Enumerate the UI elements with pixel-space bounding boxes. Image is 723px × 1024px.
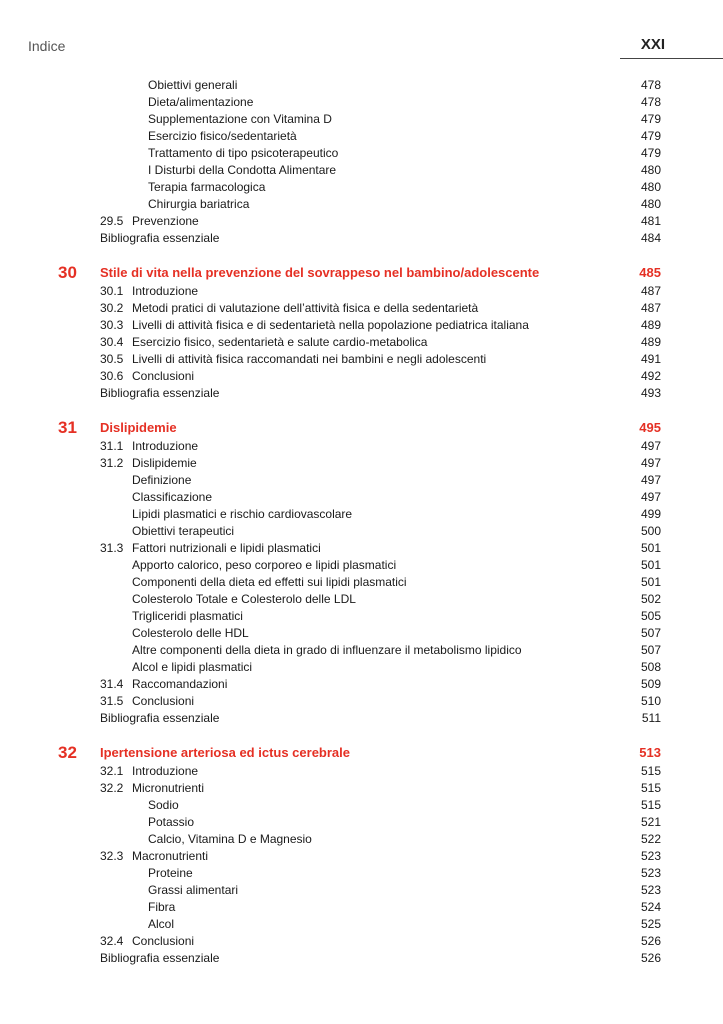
toc-entry-row	[0, 213, 723, 230]
entry-title: Conclusioni	[132, 934, 195, 948]
section-number: 31.5	[100, 694, 124, 708]
page-number: 523	[640, 849, 661, 863]
chapter-title: Ipertensione arteriosa ed ictus cerebrale	[100, 745, 350, 760]
page-number: 485	[639, 265, 661, 280]
chapter-number: 31	[58, 418, 77, 437]
entry-title: Macronutrienti	[132, 849, 209, 863]
toc-entry-row	[0, 540, 723, 557]
entry-title: Obiettivi terapeutici	[132, 524, 235, 538]
page-number: 513	[639, 745, 661, 760]
entry-title: Lipidi plasmatici e rischio cardiovascolare	[132, 507, 353, 521]
page-number: 493	[640, 386, 661, 400]
entry-title: Calcio, Vitamina D e Magnesio	[148, 832, 312, 846]
section-number: 32.3	[100, 849, 124, 863]
section-number: 31.4	[100, 677, 124, 691]
page-number: 487	[640, 301, 661, 315]
section-number: 32.1	[100, 764, 124, 778]
entry-title: Proteine	[148, 866, 193, 880]
section-number: 32.4	[100, 934, 124, 948]
entry-title: Micronutrienti	[132, 781, 205, 795]
entry-title: Sodio	[148, 798, 179, 812]
entry-title: Trigliceridi plasmatici	[132, 609, 243, 623]
toc-entry-row	[0, 608, 723, 625]
toc-entry-row	[0, 625, 723, 642]
toc-entry-row	[0, 523, 723, 540]
page-number: 522	[640, 832, 661, 846]
entry-title: Fibra	[148, 900, 176, 914]
page-number: 511	[641, 711, 661, 725]
section-number: 30.1	[100, 284, 124, 298]
entry-title: Chirurgia bariatrica	[148, 197, 250, 211]
entry-title: Conclusioni	[132, 694, 195, 708]
entry-title: Alcol	[148, 917, 175, 931]
page-number: 515	[640, 798, 661, 812]
chapter-number: 30	[58, 263, 77, 282]
toc-entry-row	[0, 642, 723, 659]
toc-entry-row	[0, 710, 723, 727]
page-number: 479	[640, 112, 661, 126]
entry-title: Apporto calorico, peso corporeo e lipidi plasmatici	[132, 558, 397, 572]
toc-entry-row	[0, 763, 723, 780]
toc-entry-row	[0, 196, 723, 213]
toc-entry-row	[0, 128, 723, 145]
toc-entry-row	[0, 506, 723, 523]
section-number: 29.5	[100, 214, 124, 228]
page-number: 480	[640, 197, 661, 211]
page-number: 479	[640, 129, 661, 143]
section-number: 30.2	[100, 301, 124, 315]
toc-entry-row	[0, 882, 723, 899]
toc-entry-row	[0, 317, 723, 334]
toc-entry-row	[0, 848, 723, 865]
toc-entry-row	[0, 77, 723, 94]
entry-title: I Disturbi della Condotta Alimentare	[148, 163, 337, 177]
entry-title: Esercizio fisico, sedentarietà e salute cardio-metabolica	[132, 335, 428, 349]
page-number: 523	[640, 866, 661, 880]
header-rule	[620, 58, 723, 59]
toc-entry-row	[0, 230, 723, 247]
toc-entry-row	[0, 557, 723, 574]
toc-chapter-row	[0, 263, 723, 283]
running-header-section: Indice	[28, 38, 66, 54]
entry-title: Fattori nutrizionali e lipidi plasmatici	[132, 541, 321, 555]
page-number: 495	[639, 420, 661, 435]
page-number: 507	[640, 626, 661, 640]
entry-title: Grassi alimentari	[148, 883, 239, 897]
toc-entry-row	[0, 455, 723, 472]
section-number: 31.2	[100, 456, 124, 470]
page-number: 502	[640, 592, 661, 606]
section-number: 32.2	[100, 781, 124, 795]
page-number: 478	[640, 95, 661, 109]
toc-chapter-row	[0, 743, 723, 763]
entry-title: Bibliografia essenziale	[100, 386, 220, 400]
toc-entry-row	[0, 351, 723, 368]
page-number: 487	[640, 284, 661, 298]
toc-entry-row	[0, 933, 723, 950]
entry-title: Introduzione	[132, 764, 199, 778]
toc-entry-row	[0, 659, 723, 676]
toc-entry-row	[0, 899, 723, 916]
entry-title: Bibliografia essenziale	[100, 231, 220, 245]
entry-title: Livelli di attività fisica raccomandati nei bambini e negli adolescenti	[132, 352, 487, 366]
entry-title: Definizione	[132, 473, 192, 487]
toc-entry-row	[0, 179, 723, 196]
entry-title: Bibliografia essenziale	[100, 951, 220, 965]
toc-entry-row	[0, 145, 723, 162]
page-number: 479	[640, 146, 661, 160]
toc-entry-row	[0, 591, 723, 608]
section-number: 30.3	[100, 318, 124, 332]
entry-title: Potassio	[148, 815, 195, 829]
page-number: 501	[640, 541, 661, 555]
toc-entry-row	[0, 831, 723, 848]
entry-title: Altre componenti della dieta in grado di influenzare il metabolismo lipidico	[132, 643, 522, 657]
entry-title: Colesterolo Totale e Colesterolo delle LDL	[132, 592, 356, 606]
page-number: 501	[640, 575, 661, 589]
toc-entry-row	[0, 334, 723, 351]
page-number: 500	[640, 524, 661, 538]
section-number: 30.4	[100, 335, 124, 349]
page-number: 525	[640, 917, 661, 931]
entry-title: Raccomandazioni	[132, 677, 228, 691]
toc-entry-row	[0, 162, 723, 179]
page-number: 480	[640, 180, 661, 194]
page-number: 507	[640, 643, 661, 657]
toc-entry-row	[0, 368, 723, 385]
page-number: 489	[640, 318, 661, 332]
entry-title: Componenti della dieta ed effetti sui lipidi plasmatici	[132, 575, 407, 589]
page-number: 521	[640, 815, 661, 829]
page-number: 523	[640, 883, 661, 897]
page-number: 497	[640, 439, 661, 453]
page-number: 481	[640, 214, 661, 228]
page-number: 510	[640, 694, 661, 708]
page-number: 515	[640, 781, 661, 795]
page-number: 491	[640, 352, 661, 366]
entry-title: Esercizio fisico/sedentarietà	[148, 129, 297, 143]
entry-title: Introduzione	[132, 284, 199, 298]
page-number: 515	[640, 764, 661, 778]
toc-entry-row	[0, 300, 723, 317]
entry-title: Supplementazione con Vitamina D	[148, 112, 332, 126]
section-number: 30.5	[100, 352, 124, 366]
entry-title: Trattamento di tipo psicoterapeutico	[148, 146, 339, 160]
toc-entry-row	[0, 797, 723, 814]
entry-title: Colesterolo delle HDL	[132, 626, 249, 640]
page-number: 524	[640, 900, 661, 914]
toc-entry-row	[0, 693, 723, 710]
entry-title: Dislipidemie	[132, 456, 197, 470]
toc-entry-row	[0, 916, 723, 933]
page-number: 492	[640, 369, 661, 383]
entry-title: Livelli di attività fisica e di sedentarietà nella popolazione pediatrica italiana	[132, 318, 529, 332]
entry-title: Introduzione	[132, 439, 199, 453]
entry-title: Conclusioni	[132, 369, 195, 383]
entry-title: Metodi pratici di valutazione dell’attività fisica e della sedentarietà	[132, 301, 479, 315]
page-number: 526	[640, 951, 661, 965]
entry-title: Obiettivi generali	[148, 78, 238, 92]
toc-entry-row	[0, 283, 723, 300]
toc-entry-row	[0, 111, 723, 128]
page-number: 497	[640, 473, 661, 487]
page-number: 497	[640, 490, 661, 504]
entry-title: Alcol e lipidi plasmatici	[132, 660, 253, 674]
toc-entry-row	[0, 574, 723, 591]
toc-entry-row	[0, 780, 723, 797]
page-number-roman: XXI	[640, 36, 665, 53]
chapter-title: Dislipidemie	[100, 420, 177, 435]
page-number: 501	[640, 558, 661, 572]
toc-entry-row	[0, 385, 723, 402]
page-number: 505	[640, 609, 661, 623]
table-of-contents	[0, 77, 723, 967]
toc-entry-row	[0, 950, 723, 967]
page-number: 489	[640, 335, 661, 349]
page-number: 509	[640, 677, 661, 691]
toc-entry-row	[0, 676, 723, 693]
toc-entry-row	[0, 489, 723, 506]
toc-entry-row	[0, 472, 723, 489]
chapter-title: Stile di vita nella prevenzione del sovrappeso nel bambino/adolescente	[100, 265, 540, 280]
page-number: 484	[640, 231, 661, 245]
entry-title: Terapia farmacologica	[148, 180, 266, 194]
toc-entry-row	[0, 94, 723, 111]
toc-entry-row	[0, 814, 723, 831]
page-number: 480	[640, 163, 661, 177]
entry-title: Classificazione	[132, 490, 213, 504]
entry-title: Prevenzione	[132, 214, 199, 228]
section-number: 30.6	[100, 369, 124, 383]
chapter-number: 32	[58, 743, 77, 762]
page-number: 526	[640, 934, 661, 948]
toc-entry-row	[0, 438, 723, 455]
entry-title: Dieta/alimentazione	[148, 95, 254, 109]
page-number: 499	[640, 507, 661, 521]
page-number: 508	[640, 660, 661, 674]
page-number: 497	[640, 456, 661, 470]
page-number: 478	[640, 78, 661, 92]
section-number: 31.3	[100, 541, 124, 555]
toc-chapter-row	[0, 418, 723, 438]
section-number: 31.1	[100, 439, 124, 453]
entry-title: Bibliografia essenziale	[100, 711, 220, 725]
toc-entry-row	[0, 865, 723, 882]
